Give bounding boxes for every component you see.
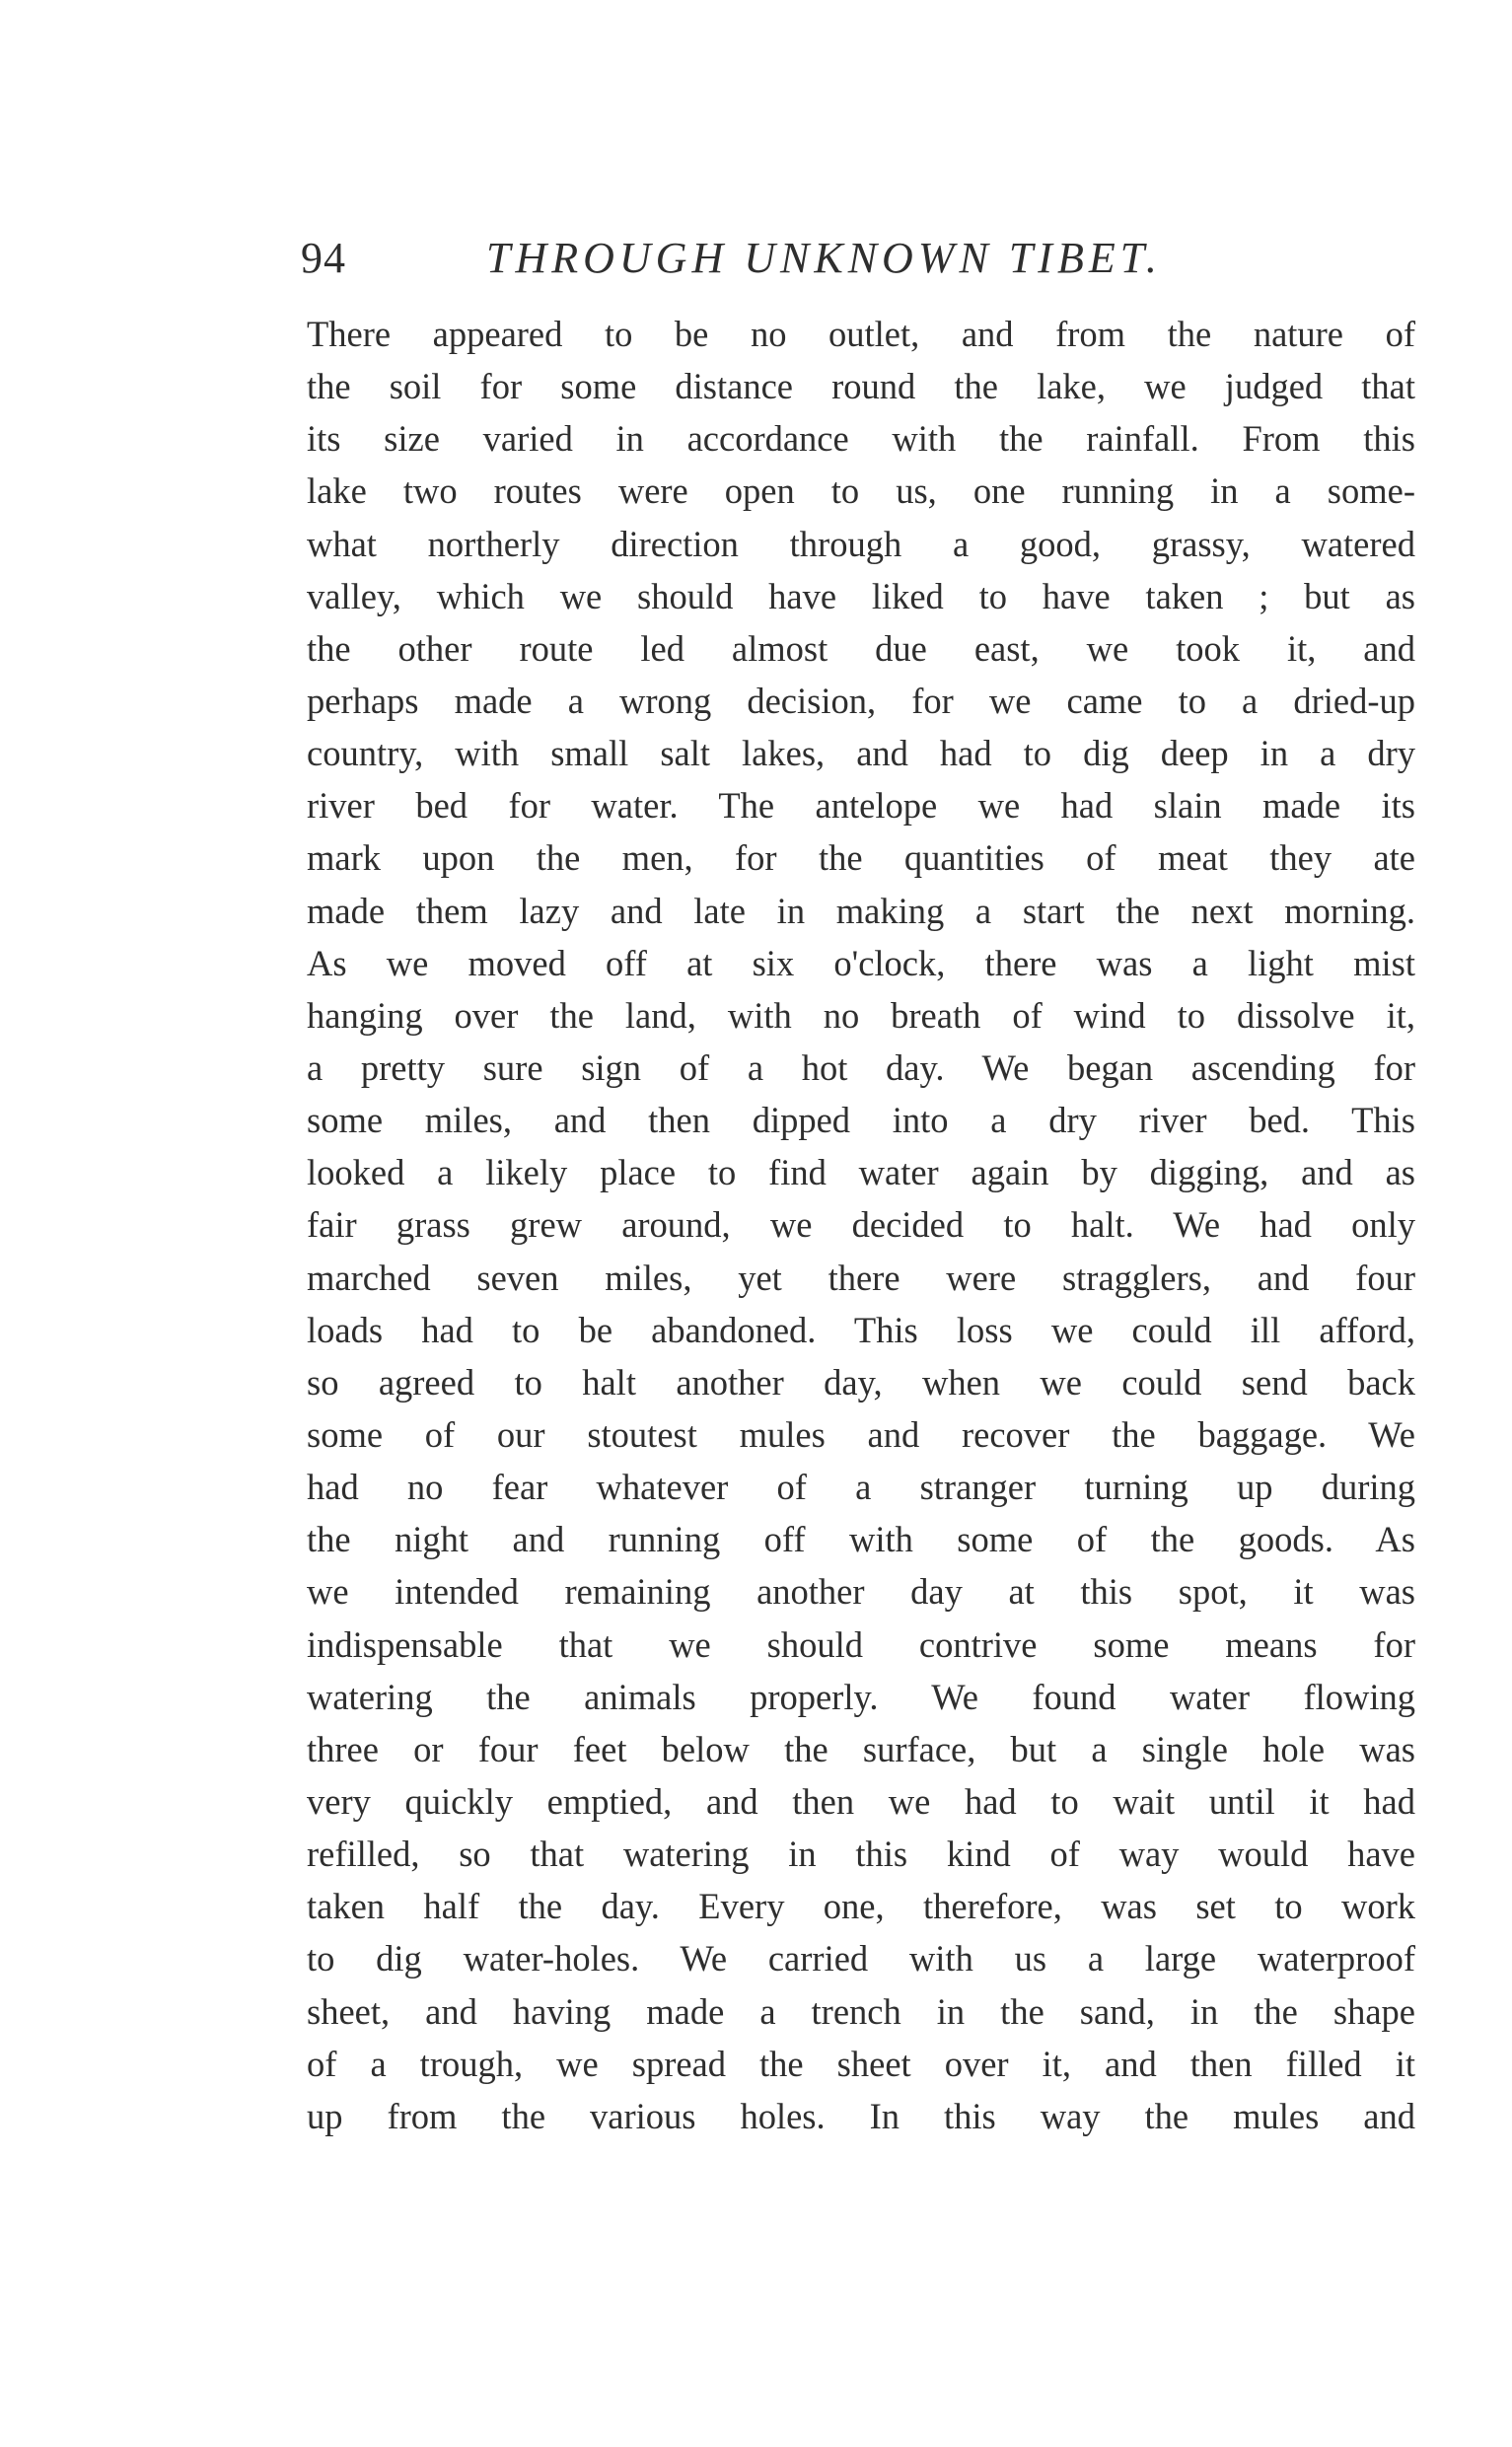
body-text xyxy=(307,308,1415,2142)
text-line: country, with small salt lakes, and had to dig deep in a dry xyxy=(307,733,1415,774)
text-line: hanging over the land, with no breath of wind to dissolve it, xyxy=(307,994,1415,1036)
text-line: As we moved off at six o'clock, there was a light mist xyxy=(307,942,1415,983)
text-line: very quickly emptied, and then we had to wait until it had xyxy=(307,1780,1415,1822)
page-number: 94 xyxy=(301,234,346,282)
text-line: its size varied in accordance with the rainfall. From this xyxy=(307,418,1415,460)
text-line: lake two routes were open to us, one running in a some- xyxy=(307,470,1415,512)
text-line: some miles, and then dipped into a dry river bed. This xyxy=(307,1100,1415,1141)
text-line: of a trough, we spread the sheet over it, and then filled it xyxy=(307,2043,1415,2084)
text-line: refilled, so that watering in this kind of way would have xyxy=(307,1834,1415,1875)
text-line: marched seven miles, yet there were stragglers, and four xyxy=(307,1257,1415,1298)
text-line: up from the various holes. In this way the mules and xyxy=(307,2095,1415,2136)
text-line: looked a likely place to find water again by digging, and as xyxy=(307,1152,1415,1193)
running-title: THROUGH UNKNOWN TIBET. xyxy=(486,234,1162,282)
text-line: the other route led almost due east, we took it, and xyxy=(307,627,1415,669)
text-line: the soil for some distance round the lake, we judged that xyxy=(307,366,1415,407)
text-line: There appeared to be no outlet, and from the nature of xyxy=(307,314,1415,354)
text-line: we intended remaining another day at this spot, it was xyxy=(307,1571,1415,1613)
text-line: had no fear whatever of a stranger turning up during xyxy=(307,1467,1415,1508)
text-line: to dig water-holes. We carried with us a large waterproof xyxy=(307,1938,1415,1979)
text-line: taken half the day. Every one, therefore, was set to work xyxy=(307,1886,1415,1927)
text-line: a pretty sure sign of a hot day. We began ascending for xyxy=(307,1046,1415,1088)
text-line: perhaps made a wrong decision, for we came to a dried-up xyxy=(307,680,1415,721)
text-line: the night and running off with some of the goods. As xyxy=(307,1519,1415,1560)
text-line: loads had to be abandoned. This loss we could ill afford, xyxy=(307,1309,1415,1350)
text-line: sheet, and having made a trench in the sand, in the shape xyxy=(307,1990,1415,2032)
running-head xyxy=(301,229,1415,288)
text-line: indispensable that we should contrive some means for xyxy=(307,1623,1415,1665)
text-line: what northerly direction through a good, grassy, watered xyxy=(307,523,1415,564)
text-line: three or four feet below the surface, but a single hole was xyxy=(307,1728,1415,1769)
text-line: so agreed to halt another day, when we could send back xyxy=(307,1361,1415,1403)
text-line: mark upon the men, for the quantities of meat they ate xyxy=(307,837,1415,879)
text-line: some of our stoutest mules and recover the baggage. We xyxy=(307,1413,1415,1455)
text-line: watering the animals properly. We found water flowing xyxy=(307,1676,1415,1717)
text-line: fair grass grew around, we decided to halt. We had only xyxy=(307,1204,1415,1246)
text-line: river bed for water. The antelope we had slain made its xyxy=(307,785,1415,827)
text-line: made them lazy and late in making a start the next morning. xyxy=(307,890,1415,931)
text-line: valley, which we should have liked to have taken ; but as xyxy=(307,575,1415,616)
